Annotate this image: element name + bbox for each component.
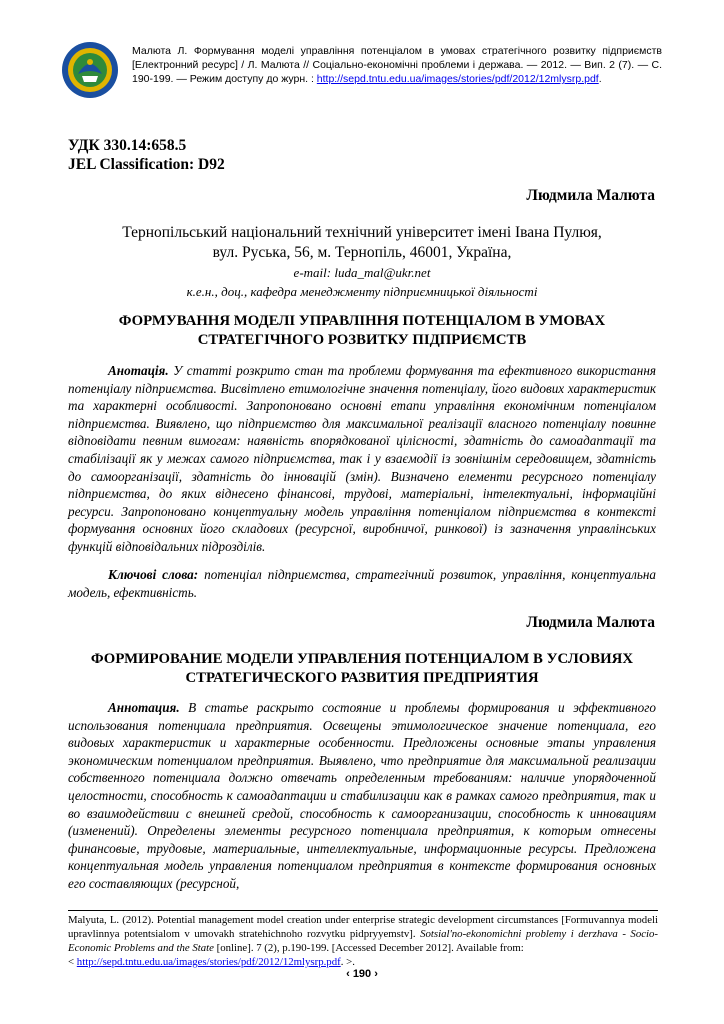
citation-text [132,44,662,86]
footer-url-link[interactable]: http://sepd.tntu.edu.ua/images/stories/pdf/2012/12mlysrp.pdf [76,956,341,968]
journal-logo [60,40,120,100]
author-name-uk: Людмила Малюта [526,187,655,204]
citation-url-suffix: . [598,73,602,85]
abstract-ru-text: В статье раскрыто состояние и проблемы формирования и эффективного использования потенциала предприятия. Освещены этимологическое значение потенциала, его видовых характеристик и характерные особенности. Предложены основные этапы управления экономическим потенциалом предприятия. Выявлено, что предприятие для максимальной реализации собственного потенциала должно отвечать определенным требованиям: наличие упорядоченной целостности, способность к самоадаптации и стабилизации как в рамках самого предприятия, так и во взаимодействии с внешней средой, способность к самоорганизации, способность к инновациям (изменений). Определены элементы ресурсного потенциала предприятия, к которым отнесены финансовые, трудовые, материальные, интеллектуальные, информационные ресурсы. Предложена концептуальная модель управления потенциалом предприятия в контексте формирования основных его составляющих (ресурсной, [68,700,656,891]
email-label: e-mail: [293,265,335,280]
classification-block [68,136,225,174]
footer-divider [68,910,658,911]
email-address[interactable]: luda_mal@ukr.net [334,265,431,280]
affiliation-university: Тернопільський національний технічний університет імені Івана Пулюя, [122,224,602,241]
affiliation-position: к.е.н., доц., кафедра менеджменту підприємницької діяльності [186,284,538,299]
affiliation-address: вул. Руська, 56, м. Тернопіль, 46001, Україна, [212,244,512,261]
abstract-uk-label: Анотація. [108,363,169,378]
affiliation-block [68,223,656,301]
footer-citation-access: [online]. 7 (2), p.190-199. [Accessed December 2012]. Available from: [213,942,524,954]
page-number: ‹ 190 › [346,968,378,980]
abstract-ru [68,699,656,893]
author-name-ru: Людмила Малюта [526,614,655,631]
article-title-uk: ФОРМУВАННЯ МОДЕЛІ УПРАВЛІННЯ ПОТЕНЦІАЛОМ В УМОВАХ СТРАТЕГІЧНОГО РОЗВИТКУ ПІДПРИЄМСТВ [118,313,606,348]
keywords-uk-text: потенціал підприємства, стратегічний розвиток, управління, концептуальна модель, ефективність. [68,567,656,600]
citation-url-link[interactable]: http://sepd.tntu.edu.ua/images/stories/pdf/2012/12mlysrp.pdf [316,73,599,85]
footer-citation [68,913,658,969]
udc-code: УДК 330.14:658.5 [68,137,187,154]
abstract-uk-text: У статті розкрито стан та проблеми формування та ефективного використання потенціалу підприємства. Висвітлено етимологічне значення потенціалу, його видових характеристик та характерні особливості. Запропоновано основні етапи управління економічним потенціалом підприємства. Виявлено, що підприємство для максимальної реалізації власного потенціалу повинне відповідати певним вимогам: наявність впорядкованої цілісності, здатність до самоадаптації та стабілізації як у межах самого підприємства, так і у взаємодії із зовнішнім середовищем, здатність до самоорганізації, здатність до інновацій (змін). Визначено елементи ресурсного потенціалу підприємства, до яких віднесено фінансові, трудові, матеріальні, інтелектуальні, інформаційні ресурси. Запропоновано концептуальну модель управління потенціалом підприємства в контексті формування основних його складових (ресурсної, виробничої, ринкової) із зазначення управлінських функцій відповідальних підрозділів. [68,363,656,554]
keywords-uk-label: Ключові слова: [108,567,199,582]
citation-header [60,40,660,104]
abstract-uk [68,362,656,556]
footer-url-prefix: < [68,956,77,968]
abstract-ru-label: Аннотация. [108,700,180,715]
jel-classification: JEL Classification: D92 [68,156,225,173]
footer-journal-title: Sotsial'no-ekonomichni problemy i derzhava - Socio-Economic Problems and the State [68,928,658,954]
footer-url-suffix: . >. [340,956,355,968]
keywords-uk [68,566,656,601]
footer-citation-text: Malyuta, L. (2012). Potential management model creation under enterprise strategic development circumstances [Formuvannya modeli upravlinnya potentsialom v umovakh stratehichnoho rozvytku pidpryyemstv]. [68,914,658,940]
citation-body: Малюта Л. Формування моделі управління потенціалом в умовах стратегічного розвитку підприємств [Електронний ресурс] / Л. Малюта // Соціально-економічні проблеми і держава. — 2012. — Вип. 2 (7). — С. 190-199. — Режим доступу до журн. : [132,45,662,85]
affiliation-email-line [68,263,656,282]
article-title-ru: ФОРМИРОВАНИЕ МОДЕЛИ УПРАВЛЕНИЯ ПОТЕНЦИАЛОМ В УСЛОВИЯХ СТРАТЕГИЧЕСКОГО РАЗВИТИЯ ПРЕДПРИЯТИЯ [90,651,634,686]
